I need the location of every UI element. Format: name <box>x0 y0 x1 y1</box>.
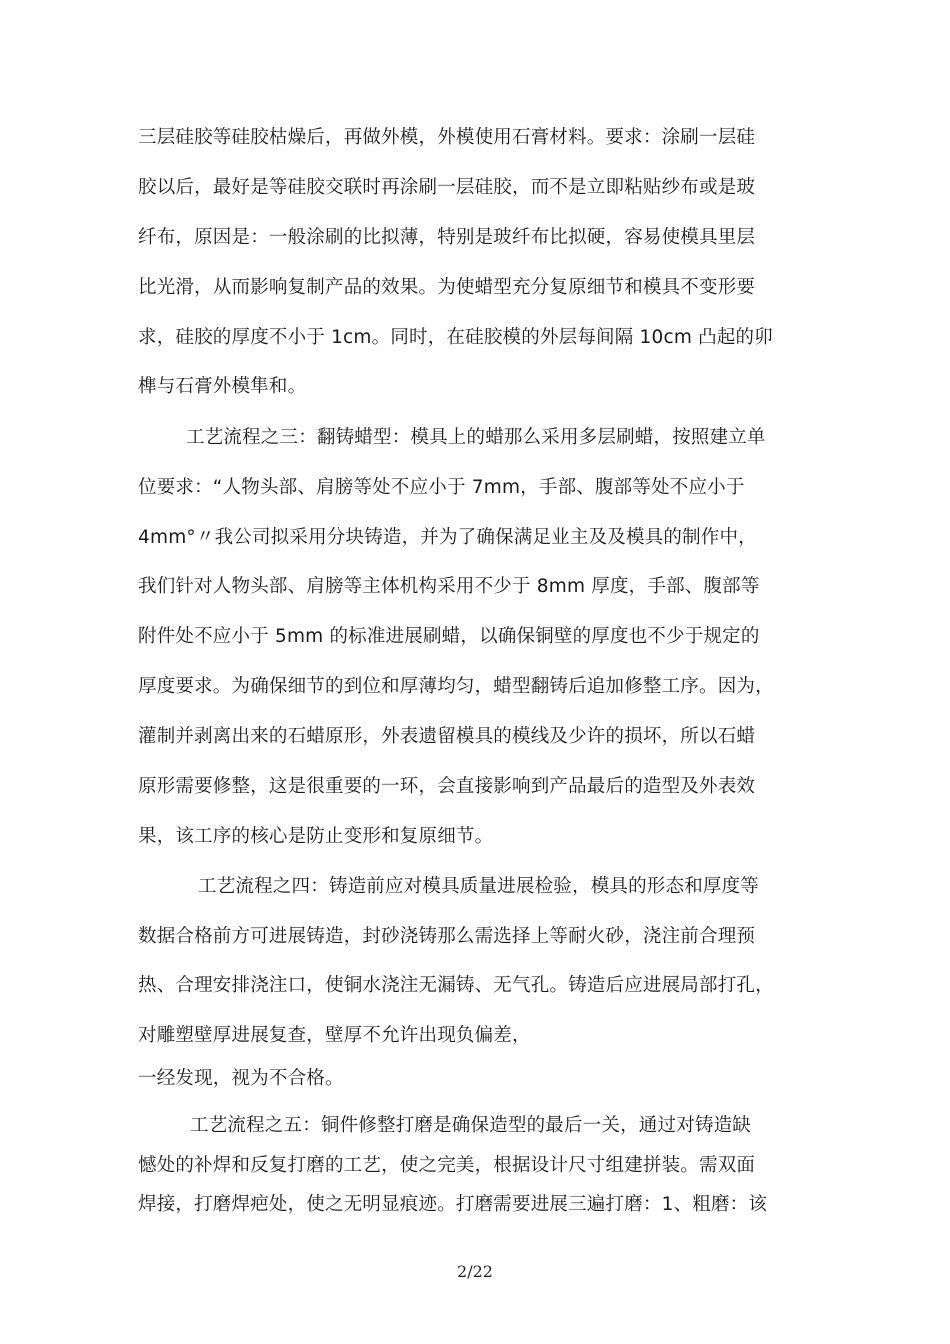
text-line: 热、合理安排浇注口，使铜水浇注无漏铸、无气孔。铸造后应进展局部打孔， <box>138 975 774 996</box>
text-line: 榫与石膏外模隼和。 <box>138 376 307 397</box>
text-line: 胶以后，最好是等硅胶交联时再涂刷一层硅胶，而不是立即粘贴纱布或是玻 <box>138 177 756 198</box>
text-line: 我们针对人物头部、肩膀等主体机构采用不少于 8mm 厚度，手部、腹部等 <box>138 576 760 597</box>
text-line: 位要求：“人物头部、肩膀等处不应小于 7mm，手部、腹部等处不应小于 <box>138 477 745 498</box>
text-line: 纤布，原因是：一般涂刷的比拟薄，特别是玻纤布比拟硬，容易使模具里层 <box>138 227 756 248</box>
text-line: 憾处的补焊和反复打磨的工艺，使之完美，根据设计尺寸组建拼装。需双面 <box>138 1155 756 1176</box>
text-line: 对雕塑壁厚进展复查，壁厚不允许出现负偏差， <box>138 1025 531 1046</box>
text-line: 原形需要修整，这是很重要的一环，会直接影响到产品最后的造型及外表效 <box>138 776 756 797</box>
text-line: 比光滑，从而影响复制产品的效果。为使蜡型充分复原细节和模具不变形要 <box>138 277 756 298</box>
text-line: 工艺流程之三：翻铸蜡型：模具上的蜡那么采用多层刷蜡，按照建立单 <box>186 427 766 448</box>
text-line: 求，硅胶的厚度不小于 1cm。同时，在硅胶模的外层每间隔 10cm 凸起的卯 <box>138 327 773 348</box>
text-line: 工艺流程之五：铜件修整打磨是确保造型的最后一关，通过对铸造缺 <box>190 1115 752 1136</box>
text-line: 工艺流程之四：铸造前应对模具质量进展检验，模具的形态和厚度等 <box>198 876 760 897</box>
text-line: 果，该工序的核心是防止变形和复原细节。 <box>138 826 494 847</box>
text-line: 焊接，打磨焊疤处，使之无明显痕迹。打磨需要进展三遍打磨：1、粗磨：该 <box>138 1194 768 1215</box>
text-line: 4mm°〃我公司拟采用分块铸造，并为了确保满足业主及及模具的制作中， <box>138 527 757 548</box>
text-line: 三层硅胶等硅胶枯燥后，再做外模，外模使用石膏材料。要求：涂刷一层硅 <box>138 127 756 148</box>
page-number: 2/22 <box>457 1262 493 1281</box>
text-line: 一经发现，视为不合格。 <box>138 1068 344 1089</box>
text-line: 附件处不应小于 5mm 的标准进展刷蜡，以确保铜壁的厚度也不少于规定的 <box>138 626 760 647</box>
text-line: 数据合格前方可进展铸造，封砂浇铸那么需选择上等耐火砂，浇注前合理预 <box>138 926 756 947</box>
text-line: 厚度要求。为确保细节的到位和厚薄均匀，蜡型翻铸后追加修整工序。因为， <box>138 676 774 697</box>
text-line: 灌制并剥离出来的石蜡原形，外表遗留模具的模线及少许的损坏，所以石蜡 <box>138 726 756 747</box>
